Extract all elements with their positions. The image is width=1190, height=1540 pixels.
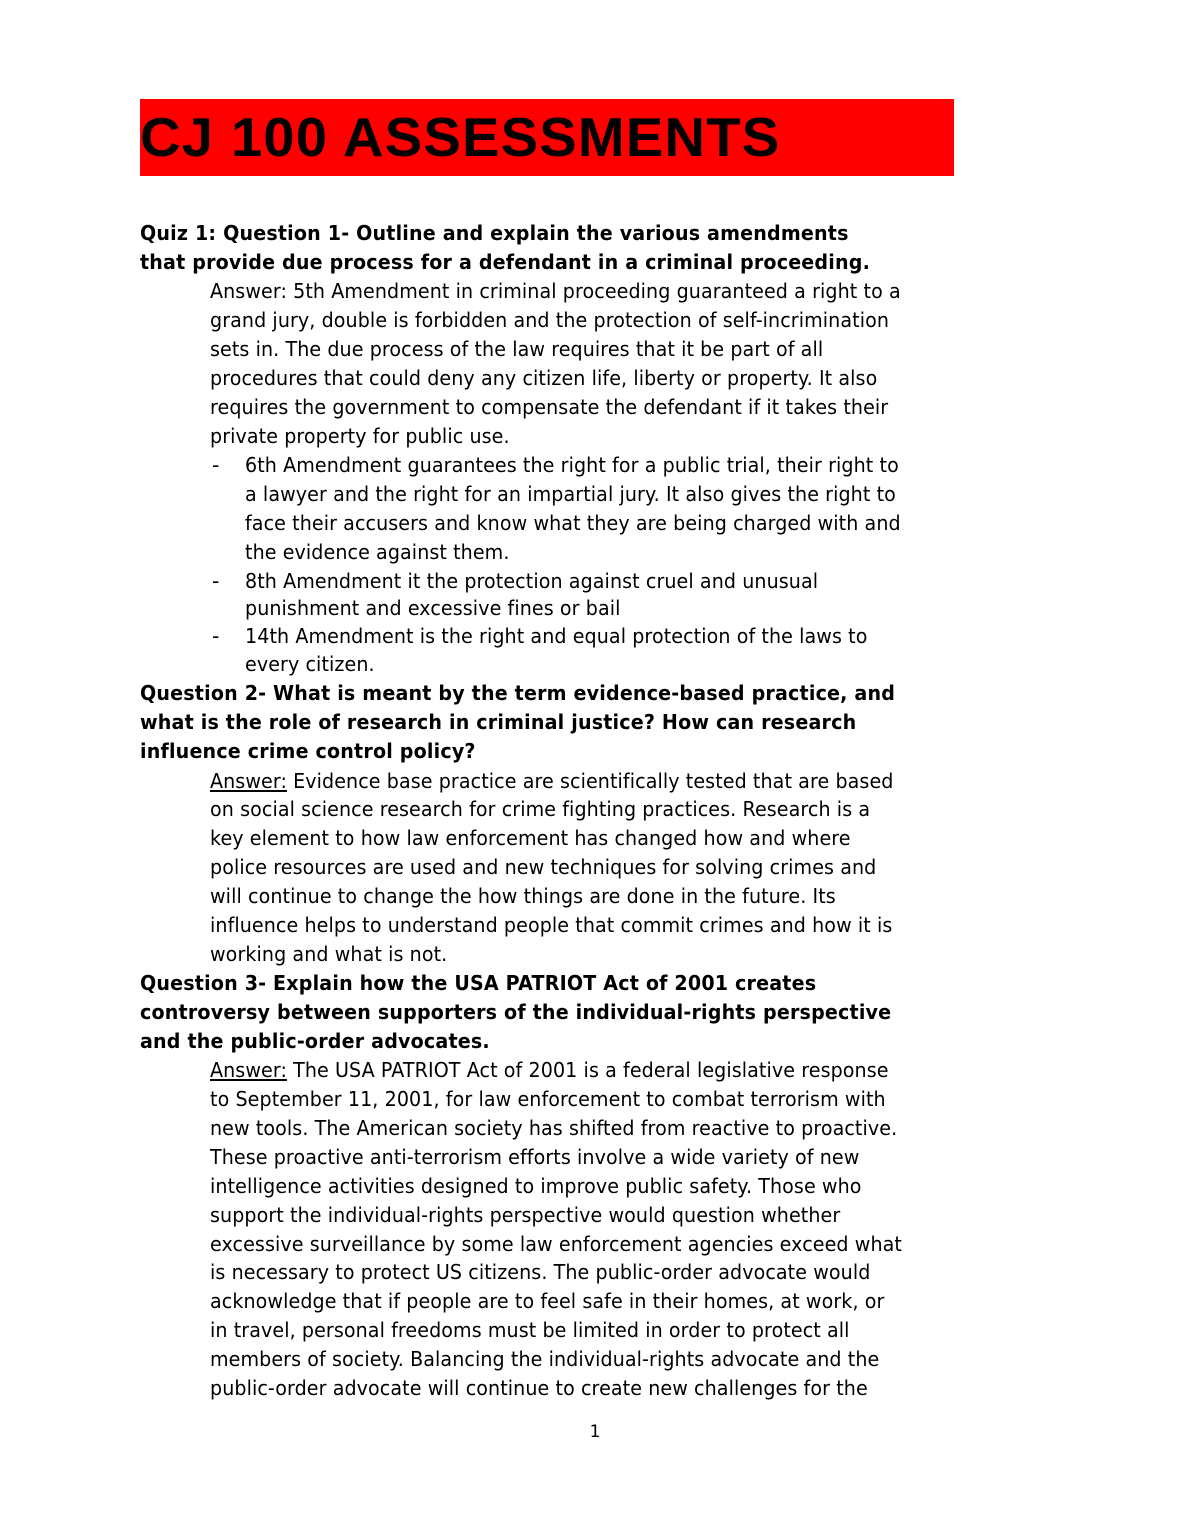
- bullet-line: [245, 622, 914, 651]
- bullet-line: [245, 538, 529, 567]
- bullet-line: [245, 567, 861, 596]
- bullet-text: every citizen.: [245, 652, 375, 676]
- bullet-line: [245, 480, 945, 509]
- question-3-heading-line: [140, 969, 867, 998]
- heading-text: and the public-order advocates.: [140, 1029, 490, 1053]
- question-1-heading-line: [140, 248, 925, 277]
- answer-text: is necessary to protect US citizens. The public-order advocate would: [210, 1260, 871, 1284]
- answer-text: intelligence activities designed to improve public safety. Those who: [210, 1174, 862, 1198]
- heading-text: controversy between supporters of the individual-rights perspective: [140, 1000, 892, 1024]
- answer-text: to September 11, 2001, for law enforcement to combat terrorism with: [210, 1087, 886, 1111]
- heading-text: Question 3- Explain how the USA PATRIOT Act of 2001 creates: [140, 971, 817, 995]
- question-2-heading-line: [140, 737, 501, 766]
- answer-line: [210, 1201, 888, 1230]
- answer-text: acknowledge that if people are to feel safe in their homes, at work, or: [210, 1289, 885, 1313]
- bullet-text: punishment and excessive fines or bail: [245, 596, 621, 620]
- answer-text: on social science research for crime fighting practices. Research is a: [210, 797, 871, 821]
- answer-line: [210, 1056, 940, 1085]
- dash-bullet-icon: -: [212, 453, 220, 477]
- question-3-heading-line: [140, 1027, 516, 1056]
- answer-line: [210, 1345, 930, 1374]
- answer-line: [210, 277, 953, 306]
- answer-text: working and what is not.: [210, 942, 448, 966]
- bullet-text: the evidence against them.: [245, 540, 510, 564]
- answer-line: [210, 306, 940, 335]
- title-banner: [140, 99, 954, 176]
- answer-line: [210, 1258, 920, 1287]
- question-3-heading-line: [140, 998, 948, 1027]
- heading-text: influence crime control policy?: [140, 739, 476, 763]
- answer-line: [210, 940, 465, 969]
- answer-text: private property for public use.: [210, 424, 510, 448]
- answer-line: [210, 1114, 949, 1143]
- bullet-line: [245, 509, 950, 538]
- answer-text: influence helps to understand people that commit crimes and how it is: [210, 913, 893, 937]
- answer-line: [210, 1143, 908, 1172]
- answer-line: [210, 1085, 937, 1114]
- bullet-text: 8th Amendment it the protection against cruel and unusual: [245, 569, 819, 593]
- answer-text: in travel, personal freedoms must be limited in order to protect all: [210, 1318, 850, 1342]
- question-1-heading-line: [140, 219, 902, 248]
- dash-bullet-icon: -: [212, 624, 220, 648]
- answer-text: new tools. The American society has shifted from reactive to proactive.: [210, 1116, 898, 1140]
- answer-label: Answer:: [210, 769, 287, 793]
- bullet-line: [245, 650, 384, 679]
- answer-text: public-order advocate will continue to create new challenges for the: [210, 1376, 868, 1400]
- answer-line: [210, 795, 920, 824]
- answer-text: will continue to change the how things are done in the future. Its: [210, 884, 836, 908]
- bullet-text: 14th Amendment is the right and equal protection of the laws to: [245, 624, 868, 648]
- answer-line: [210, 824, 899, 853]
- page-number: 1: [589, 1422, 601, 1442]
- answer-line: [210, 1316, 898, 1345]
- heading-text: Question 2- What is meant by the term evidence-based practice, and: [140, 681, 896, 705]
- answer-text: members of society. Balancing the individual-rights advocate and the: [210, 1347, 880, 1371]
- answer-text: procedures that could deny any citizen life, liberty or property. It also: [210, 366, 878, 390]
- answer-text: Evidence base practice are scientifically tested that are based: [286, 769, 894, 793]
- answer-text: excessive surveillance by some law enforcement agencies exceed what: [210, 1232, 902, 1256]
- answer-text: support the individual-rights perspective would question whether: [210, 1203, 841, 1227]
- bullet-line: [245, 594, 649, 623]
- answer-line: [210, 422, 532, 451]
- answer-text: requires the government to compensate the defendant if it takes their: [210, 395, 889, 419]
- answer-line: [210, 1374, 917, 1403]
- answer-line: [210, 853, 927, 882]
- answer-line: [210, 882, 883, 911]
- question-2-heading-line: [140, 679, 952, 708]
- answer-text: sets in. The due process of the law requires that it be part of all: [210, 337, 824, 361]
- heading-text: that provide due process for a defendant in a criminal proceeding.: [140, 250, 871, 274]
- answer-line: [210, 1172, 911, 1201]
- answer-line: [210, 767, 945, 796]
- answer-text: grand jury, double is forbidden and the protection of self-incrimination: [210, 308, 890, 332]
- dash-bullet-icon: -: [212, 569, 220, 593]
- answer-text: Answer: 5th Amendment in criminal proceeding guaranteed a right to a: [210, 279, 901, 303]
- answer-line: [210, 1287, 935, 1316]
- answer-text: key element to how law enforcement has changed how and where: [210, 826, 851, 850]
- heading-text: Quiz 1: Question 1- Outline and explain the various amendments: [140, 221, 849, 245]
- answer-line: [210, 393, 939, 422]
- document-title: CJ 100 ASSESSMENTS: [140, 106, 781, 168]
- bullet-text: a lawyer and the right for an impartial jury. It also gives the right to: [245, 482, 896, 506]
- bullet-text: face their accusers and know what they are being charged with and: [245, 511, 901, 535]
- answer-text: The USA PATRIOT Act of 2001 is a federal legislative response: [286, 1058, 889, 1082]
- question-2-heading-line: [140, 708, 910, 737]
- answer-line: [210, 1230, 954, 1259]
- heading-text: what is the role of research in criminal justice? How can research: [140, 710, 857, 734]
- answer-label: Answer:: [210, 1058, 287, 1082]
- answer-line: [210, 911, 944, 940]
- bullet-line: [245, 451, 948, 480]
- answer-text: police resources are used and new techniques for solving crimes and: [210, 855, 877, 879]
- answer-line: [210, 364, 928, 393]
- bullet-text: 6th Amendment guarantees the right for a public trial, their right to: [245, 453, 899, 477]
- answer-line: [210, 335, 869, 364]
- answer-text: These proactive anti-terrorism efforts involve a wide variety of new: [210, 1145, 860, 1169]
